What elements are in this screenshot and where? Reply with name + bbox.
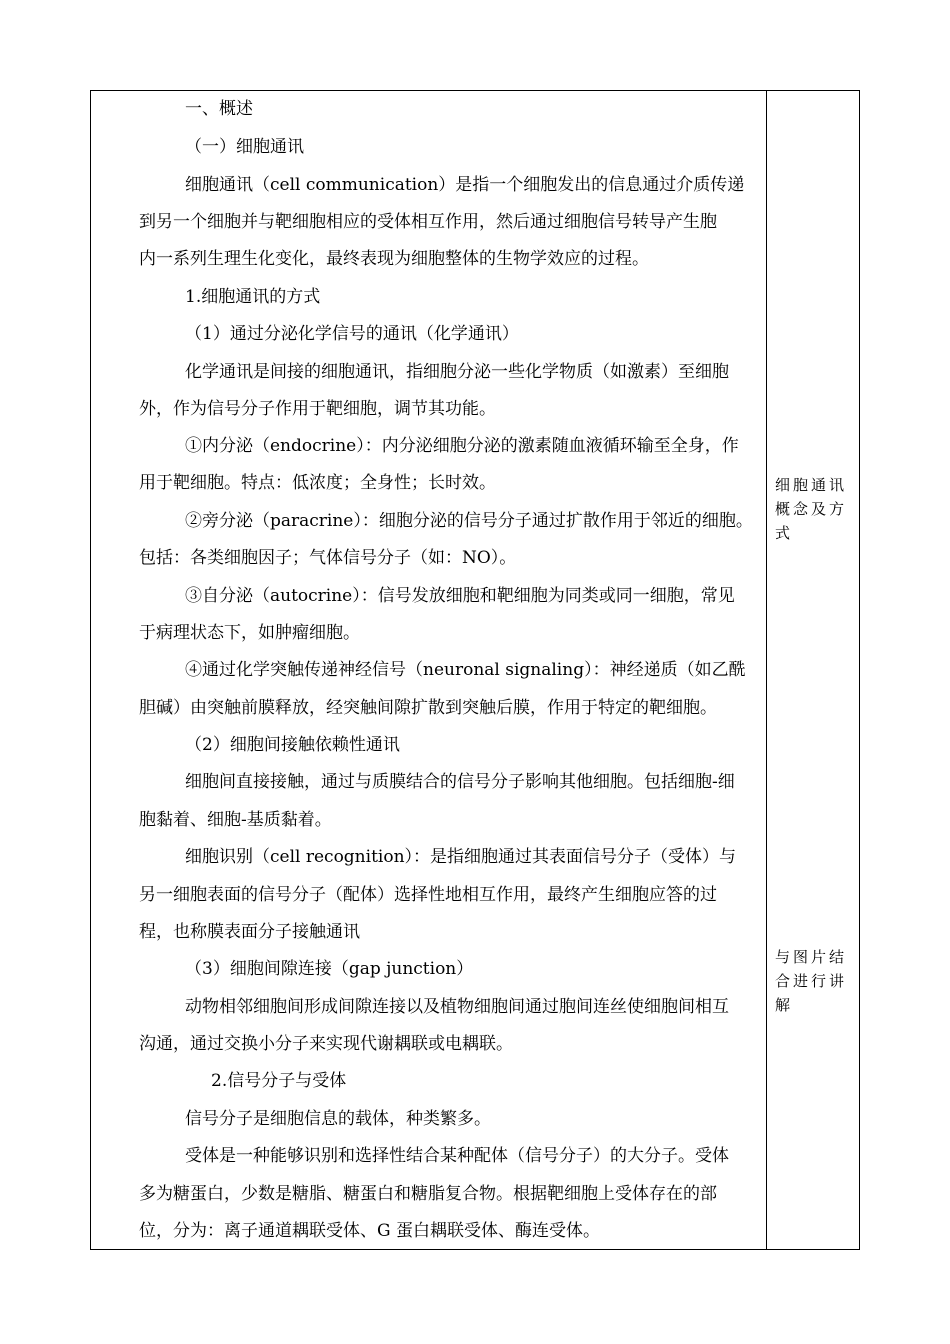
text-line: （1）通过分泌化学信号的通讯（化学通讯） [185,324,519,344]
side-note-line: 解 [775,996,794,1014]
text-line: 胆碱）由突触前膜释放，经突触间隙扩散到突触后膜，作用于特定的靶细胞。 [139,698,717,718]
text-line: ③自分泌（autocrine）：信号发放细胞和靶细胞为同类或同一细胞，常见 [185,586,735,606]
text-line: 于病理状态下，如肿瘤细胞。 [139,623,360,643]
text-line: 内一系列生理生化变化，最终表现为细胞整体的生物学效应的过程。 [139,249,649,269]
column-divider [766,91,767,1249]
text-line: ④通过化学突触传递神经信号（neuronal signaling）：神经递质（如乙酰 [185,660,746,680]
side-note-line: 合进行讲 [775,972,848,990]
text-line: 动物相邻细胞间形成间隙连接以及植物细胞间通过胞间连丝使细胞间相互 [185,997,729,1017]
text-line: 细胞间直接接触，通过与质膜结合的信号分子影响其他细胞。包括细胞-细 [185,772,735,792]
text-line: 到另一个细胞并与靶细胞相应的受体相互作用，然后通过细胞信号转导产生胞 [139,212,717,232]
text-line: 化学通讯是间接的细胞通讯，指细胞分泌一些化学物质（如激素）至细胞 [185,362,729,382]
text-line: 程，也称膜表面分子接触通讯 [139,922,360,942]
text-line: 1.细胞通讯的方式 [185,287,321,307]
text-line: （一）细胞通讯 [185,137,304,157]
side-note-line: 与图片结 [775,948,848,966]
side-note-line: 细胞通讯 [775,476,848,494]
side-note-line: 式 [775,524,794,542]
text-line: ①内分泌（endocrine）：内分泌细胞分泌的激素随血液循环输至全身，作 [185,436,739,456]
text-line: 细胞识别（cell recognition）：是指细胞通过其表面信号分子（受体）与 [185,847,737,867]
text-line: 信号分子是细胞信息的载体，种类繁多。 [185,1109,491,1129]
text-line: 用于靶细胞。特点：低浓度；全身性；长时效。 [139,473,496,493]
text-line: 外，作为信号分子作用于靶细胞，调节其功能。 [139,399,496,419]
text-line: 一、概述 [185,99,253,119]
text-line: 另一细胞表面的信号分子（配体）选择性地相互作用，最终产生细胞应答的过 [139,885,717,905]
text-line: 多为糖蛋白，少数是糖脂、糖蛋白和糖脂复合物。根据靶细胞上受体存在的部 [139,1184,717,1204]
side-note-concept [775,473,855,545]
text-line: 沟通，通过交换小分子来实现代谢耦联或电耦联。 [139,1034,513,1054]
text-line: （3）细胞间隙连接（gap junction） [185,959,474,979]
text-line: （2）细胞间接触依赖性通讯 [185,735,400,755]
text-line: ②旁分泌（paracrine）：细胞分泌的信号分子通过扩散作用于邻近的细胞。 [185,511,753,531]
side-note-line: 概念及方 [775,500,848,518]
text-line: 包括：各类细胞因子；气体信号分子（如：NO）。 [139,548,517,568]
text-line: 2.信号分子与受体 [211,1071,347,1091]
text-line: 受体是一种能够识别和选择性结合某种配体（信号分子）的大分子。受体 [185,1146,729,1166]
lesson-table [90,90,860,1250]
text-line: 胞黏着、细胞-基质黏着。 [139,810,332,830]
text-line: 位，分为：离子通道耦联受体、G 蛋白耦联受体、酶连受体。 [139,1221,600,1241]
side-note-pictures [775,945,855,1017]
text-line: 细胞通讯（cell communication）是指一个细胞发出的信息通过介质传递 [185,175,745,195]
